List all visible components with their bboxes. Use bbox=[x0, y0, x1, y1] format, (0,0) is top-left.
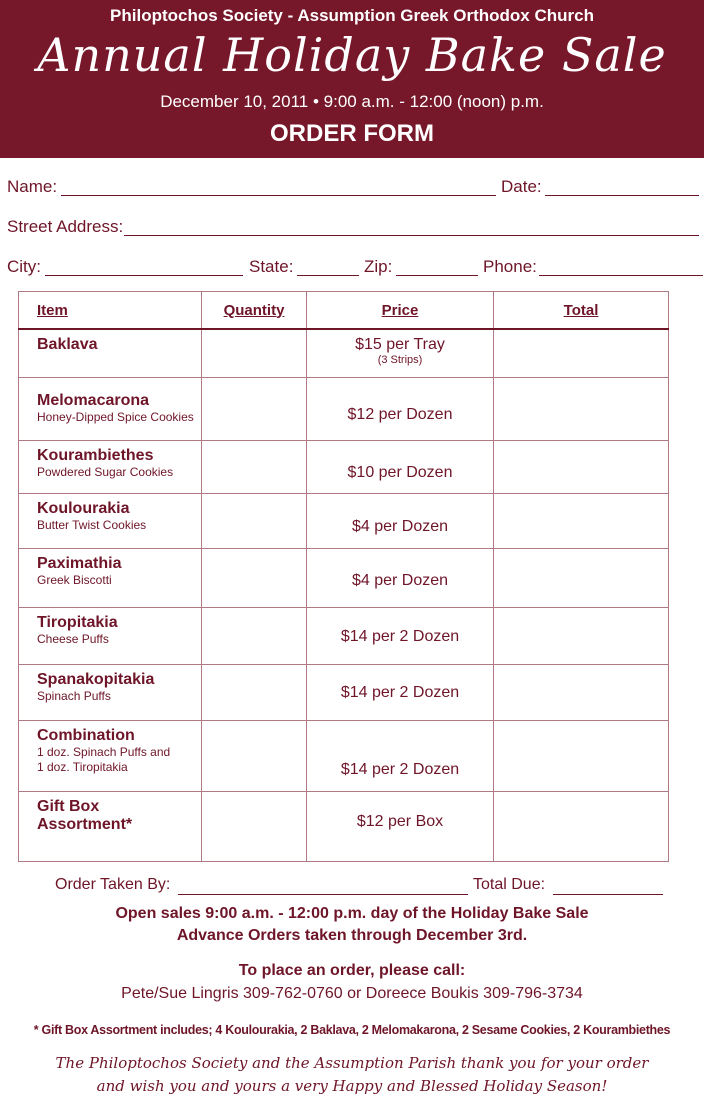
item-cell bbox=[19, 664, 202, 720]
thank-you-line2: and wish you and yours a very Happy and Blessed Holiday Season! bbox=[96, 1077, 608, 1095]
item-name: Kourambiethes bbox=[37, 446, 154, 464]
order-taken-field[interactable] bbox=[178, 876, 468, 895]
price-cell bbox=[307, 329, 494, 377]
item-name: Koulourakia bbox=[37, 499, 130, 517]
quantity-cell[interactable] bbox=[202, 493, 307, 548]
item-price: $15 per Tray bbox=[355, 336, 445, 353]
state-field[interactable] bbox=[297, 257, 359, 276]
table-row bbox=[19, 664, 669, 720]
table-row bbox=[19, 377, 669, 440]
table-header-row bbox=[19, 292, 669, 330]
col-header-total: Total bbox=[494, 292, 669, 330]
total-cell[interactable] bbox=[494, 664, 669, 720]
table-row bbox=[19, 440, 669, 493]
price-cell bbox=[307, 493, 494, 548]
phone-label: Phone: bbox=[483, 257, 537, 276]
order-table bbox=[18, 291, 669, 862]
city-field[interactable] bbox=[45, 257, 243, 276]
quantity-cell[interactable] bbox=[202, 607, 307, 664]
total-cell[interactable] bbox=[494, 548, 669, 607]
total-cell[interactable] bbox=[494, 720, 669, 791]
order-taken-label: Order Taken By: bbox=[55, 876, 171, 893]
col-header-price: Price bbox=[307, 292, 494, 330]
form-title: ORDER FORM bbox=[270, 120, 434, 147]
gift-box-note: * Gift Box Assortment includes; 4 Koulourakia, 2 Baklava, 2 Melomakarona, 2 Sesame Cookies, 2 Kourambiethes bbox=[33, 1023, 671, 1037]
item-name: Baklava bbox=[37, 336, 98, 353]
item-description: Butter Twist Cookies bbox=[37, 517, 147, 532]
item-price: $12 per Box bbox=[356, 813, 444, 830]
item-name: Tiropitakia bbox=[37, 613, 118, 631]
state-label: State: bbox=[249, 257, 294, 276]
item-price: $14 per 2 Dozen bbox=[340, 684, 460, 701]
total-cell[interactable] bbox=[494, 493, 669, 548]
order-taken-line bbox=[0, 876, 704, 898]
name-date-line bbox=[0, 177, 704, 203]
item-cell bbox=[19, 329, 202, 377]
item-cell bbox=[19, 377, 202, 440]
quantity-cell[interactable] bbox=[202, 548, 307, 607]
item-price: $12 per Dozen bbox=[347, 405, 453, 423]
date-field[interactable] bbox=[545, 177, 699, 196]
quantity-cell[interactable] bbox=[202, 791, 307, 861]
table-row bbox=[19, 329, 669, 377]
item-description: Spinach Puffs bbox=[37, 688, 111, 703]
quantity-cell[interactable] bbox=[202, 440, 307, 493]
item-name: Combination bbox=[37, 726, 135, 744]
quantity-cell[interactable] bbox=[202, 720, 307, 791]
table-row bbox=[19, 548, 669, 607]
price-note: (3 Strips) bbox=[377, 354, 423, 366]
item-price: $14 per 2 Dozen bbox=[340, 760, 460, 778]
item-description: Powdered Sugar Cookies bbox=[37, 464, 174, 479]
total-cell[interactable] bbox=[494, 440, 669, 493]
item-name: Paximathia bbox=[37, 554, 122, 572]
header-banner bbox=[0, 0, 704, 158]
item-price: $4 per Dozen bbox=[351, 517, 449, 535]
price-cell bbox=[307, 791, 494, 861]
event-date: December 10, 2011 • 9:00 a.m. - 12:00 (noon) p.m. bbox=[160, 92, 544, 111]
contact-phones: Pete/Sue Lingris 309-762-0760 or Doreece Boukis 309-796-3734 bbox=[121, 985, 583, 1002]
item-cell bbox=[19, 720, 202, 791]
total-cell[interactable] bbox=[494, 329, 669, 377]
quantity-cell[interactable] bbox=[202, 664, 307, 720]
price-cell bbox=[307, 377, 494, 440]
price-cell bbox=[307, 548, 494, 607]
item-price: $14 per 2 Dozen bbox=[340, 627, 460, 645]
price-cell bbox=[307, 664, 494, 720]
item-description: 1 doz. Spinach Puffs and bbox=[37, 744, 171, 759]
call-heading: To place an order, please call: bbox=[238, 962, 466, 979]
total-cell[interactable] bbox=[494, 377, 669, 440]
date-label: Date: bbox=[501, 177, 542, 196]
table-row bbox=[19, 493, 669, 548]
quantity-cell[interactable] bbox=[202, 329, 307, 377]
total-cell[interactable] bbox=[494, 607, 669, 664]
street-line bbox=[0, 217, 704, 243]
item-description-line2: 1 doz. Tiropitakia bbox=[37, 759, 128, 774]
item-name: Spanakopitakia bbox=[37, 670, 155, 688]
item-name-line2: Assortment* bbox=[37, 815, 133, 833]
item-cell bbox=[19, 607, 202, 664]
quantity-cell[interactable] bbox=[202, 377, 307, 440]
total-due-label: Total Due: bbox=[473, 876, 546, 893]
price-cell bbox=[307, 440, 494, 493]
open-sales-text: Open sales 9:00 a.m. - 12:00 p.m. day of the Holiday Bake Sale bbox=[115, 905, 589, 922]
item-cell bbox=[19, 791, 202, 861]
item-description: Greek Biscotti bbox=[37, 572, 112, 587]
city-line bbox=[0, 257, 704, 283]
street-field[interactable] bbox=[124, 217, 699, 236]
org-name: Philoptochos Society - Assumption Greek Orthodox Church bbox=[110, 6, 594, 25]
item-price: $4 per Dozen bbox=[351, 571, 449, 589]
price-cell bbox=[307, 720, 494, 791]
table-row bbox=[19, 607, 669, 664]
item-description: Cheese Puffs bbox=[37, 631, 109, 646]
item-cell bbox=[19, 440, 202, 493]
city-label: City: bbox=[7, 257, 41, 276]
advance-orders-text: Advance Orders taken through December 3rd. bbox=[176, 927, 528, 944]
item-cell bbox=[19, 548, 202, 607]
total-cell[interactable] bbox=[494, 791, 669, 861]
phone-field[interactable] bbox=[539, 257, 703, 276]
page-title: Annual Holiday Bake Sale bbox=[37, 28, 667, 82]
zip-field[interactable] bbox=[396, 257, 478, 276]
col-header-quantity: Quantity bbox=[202, 292, 307, 330]
item-name: Gift Box bbox=[37, 797, 100, 815]
table-row bbox=[19, 720, 669, 791]
name-field[interactable] bbox=[61, 177, 496, 196]
price-cell bbox=[307, 607, 494, 664]
thank-you-line1: The Philoptochos Society and the Assumption Parish thank you for your order bbox=[55, 1054, 649, 1072]
name-label: Name: bbox=[7, 177, 58, 196]
item-name: Melomacarona bbox=[37, 391, 150, 409]
street-label: Street Address: bbox=[7, 217, 124, 236]
table-row bbox=[19, 791, 669, 861]
zip-label: Zip: bbox=[364, 257, 393, 276]
total-due-field[interactable] bbox=[553, 876, 663, 895]
item-price: $10 per Dozen bbox=[347, 463, 453, 481]
col-header-item: Item bbox=[19, 292, 202, 330]
item-cell bbox=[19, 493, 202, 548]
item-description: Honey-Dipped Spice Cookies bbox=[37, 409, 194, 424]
